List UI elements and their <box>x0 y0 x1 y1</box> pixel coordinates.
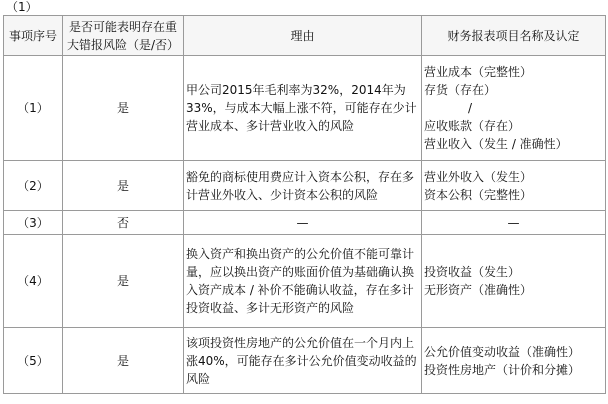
row-reason: — <box>184 211 422 235</box>
item-line: 营业成本（完整性） <box>424 65 533 79</box>
item-line: 投资收益（发生） <box>424 265 521 279</box>
table-row <box>4 211 606 235</box>
row-risk: 否 <box>63 211 184 235</box>
row-seq: （2） <box>4 161 63 211</box>
item-line: 投资性房地产（计价和分摊） <box>424 362 581 377</box>
row-items <box>422 56 606 161</box>
header-items: 财务报表项目名称及认定 <box>422 16 606 56</box>
table-row <box>4 56 606 161</box>
row-reason: 换入资产和换出资产的公允价值不能可靠计量，应以换出资产的账面价值为基础确认换入资产成本 / 补价不能确认收益，存在多计投资收益、多计无形资产的风险 <box>184 235 422 328</box>
row-items <box>422 161 606 211</box>
table-caption: （1） <box>6 0 38 14</box>
row-seq: （1） <box>4 56 63 161</box>
row-risk: 是 <box>63 235 184 328</box>
row-items <box>422 328 606 394</box>
table-row <box>4 235 606 328</box>
row-seq: （4） <box>4 235 63 328</box>
item-line: 资本公积（完整性） <box>424 187 533 202</box>
header-reason: 理由 <box>184 16 422 56</box>
item-line: 无形资产（准确性） <box>424 283 533 297</box>
row-items <box>422 235 606 328</box>
table-row <box>4 161 606 211</box>
row-risk: 是 <box>63 56 184 161</box>
risk-assessment-table <box>3 15 606 394</box>
item-line: 应收账款（存在） <box>424 119 521 133</box>
item-line: 存货（存在） <box>424 83 497 97</box>
item-line: 营业收入（发生 / 准确性） <box>424 137 568 151</box>
row-reason: 豁免的商标使用费应计入资本公积，存在多计营业外收入、少计资本公积的风险 <box>184 161 422 211</box>
header-row <box>4 16 606 56</box>
header-risk: 是否可能表明存在重大错报风险（是/否） <box>63 16 184 56</box>
row-reason: 该项投资性房地产的公允价值在一个月内上涨40%，可能存在多计公允价值变动收益的风险 <box>184 328 422 394</box>
item-line: 营业外收入（发生） <box>424 169 533 184</box>
item-line: 公允价值变动收益（准确性） <box>424 344 581 359</box>
item-line: — <box>507 215 520 230</box>
row-seq: （5） <box>4 328 63 394</box>
table-row <box>4 328 606 394</box>
row-reason: 甲公司2015年毛利率为32%，2014年为33%，与成本大幅上涨不符，可能存在少计营业成本、多计营业收入的风险 <box>184 56 422 161</box>
row-items <box>422 211 606 235</box>
header-seq: 事项序号 <box>4 16 63 56</box>
row-seq: （3） <box>4 211 63 235</box>
item-line: / <box>468 101 473 115</box>
row-risk: 是 <box>63 161 184 211</box>
row-risk: 是 <box>63 328 184 394</box>
